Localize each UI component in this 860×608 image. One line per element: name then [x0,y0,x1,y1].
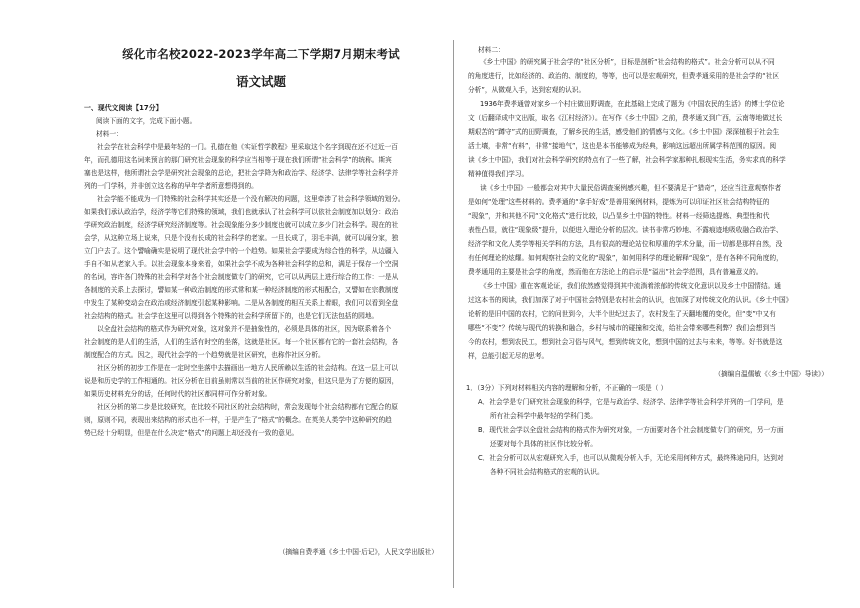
paragraph-line: 的名词，容许各门特殊的社会科学对各个社会制度做专门的研究，它可以从两层上进行综合的工作：一是从 [84,273,399,281]
paragraph-line: 的角度进行，比如经济的、政治的、制度的，等等，也可以是宏观研究，但费孝通采用的是社会学的“社区 [468,72,780,80]
paragraph-line: 过这本书的阅读，我们加深了对于中国社会特别是农村社会的认识，也加深了对传统文化的认识。《乡土中国》 [468,296,793,304]
paragraph-line: 样，总能引起无尽的思考。 [468,352,549,360]
paragraph-line: 1936年费孝通曾对家乡一个村庄做田野调查，在此基础上完成了题为《中国农民的生活》的博士学位论 [480,100,785,108]
option-line: B．现代社会学以全盘社会结构的格式作为研究对象，一方面要对各个社会制度做专门的研究，另一方面 [478,426,784,434]
paragraph-line: 精神值得我们学习。 [468,170,529,178]
paragraph-line: 文（后翻译成中文出版，取名《江村经济》）。在写作《乡土中国》之前，费孝通又到广西，云南等地做过长 [468,114,783,122]
option-line: A．社会学是专门研究社会现象的科学，它是与政治学、经济学、法律学等社会科学并列的一门学问，是 [478,398,784,406]
paragraph-line: “现象”，并和其他不同“文化格式”进行比较，以凸显乡土中国的特性。材料一经筛选提炼、典型性和代 [468,212,770,220]
option-line: 所有社会科学中最年轻的学科门类。 [490,412,597,420]
paragraph-line: 年，而孔德用这名词来预言的那门研究社会现象的科学应当相等于现在我们所谓“社会科学”的统称。斯宾 [84,156,392,164]
paragraph-line: 是如何“处理”这些材料的。费孝通的“拿手好戏”是善用案例材料，提炼为可以印证社区社会结构特征的 [468,198,770,206]
paragraph-line: 《乡土中国》的研究属于社会学的“社区分析”，目标是剖析“社会结构的格式”。社会分析可以从不同 [480,58,775,66]
citation: （摘编自费孝通《乡土中国·后记》，人民文学出版社） [278,548,438,556]
instruction-text: 阅读下面的文字，完成下面小题。 [96,117,197,125]
paragraph-line: 今的农村，想到农民工，想到社会习俗与风气，想到传统文化，想到中国的过去与未来，等等。好书就是这 [468,338,783,346]
paragraph-line: 费孝通用的主要是社会学的角度，然而他在方法论上的启示是“溢出”社会学范围，具有普遍意义的。 [468,268,763,276]
material-label: 材料一： [96,130,123,138]
paragraph-line: 立门户去了。这个譬喻确实是说明了现代社会学中的一个趋势。如果社会学要成为综合性的科学，从边疆入 [84,247,399,255]
paragraph-line: 分析”，从微观入手，达到宏观的认识。 [468,86,586,94]
exam-title: 绥化市名校2022-2023学年高二下学期7月期末考试 [122,47,400,61]
section-heading: 一、现代文阅读【17分】 [84,104,163,112]
paragraph-line: 期艰苦的“蹲守”式的田野调查，了解乡民的生活，感受他们的情感与文化。《乡土中国》深深植根于社会生 [468,128,780,136]
paragraph-line: 经济学和文化人类学等相关学科的方法，具有很高的理论站位和厚重的学术分量，而一切都是那样自然，没 [468,240,783,248]
paragraph-line: 社会学在社会科学中是最年轻的一门。孔德在他《实证哲学教程》里采取这个名字到现在还不过近一百 [97,143,398,151]
option-line: 还要对每个具体的社区作比较分析。 [490,440,597,448]
paragraph-line: 如果我们承认政治学，经济学等它们特殊的领域，我们也就承认了社会科学可以依社会制度加以划分：政治 [84,208,399,216]
paragraph-line: 列的一门学科，并非创立这名称的早年学者所意想得到的。 [84,182,258,190]
paragraph-line: 说是和历史学的工作相通的。社区分析在目前虽则常以当前的社区作研究对象，但这只是为了方便的原因， [84,377,399,385]
paragraph-line: 读《乡土中国》，我们对社会科学研究的特点有了一些了解，社会科学家那种扎根现实生活，务实求真的科学 [468,156,786,164]
paragraph-line: 以全盘社会结构的格式作为研究对象，这对象并不是抽象性的，必须是具体的社区，因为联系着各个 [97,325,392,333]
column-divider [453,40,454,588]
paragraph-line: 则，原则不同，表现出来结构的形式也不一样，于是产生了“格式”的概念。在英美人类学中这种研究的趋 [84,416,392,424]
paragraph-line: 社会学能不能成为一门特殊的社会科学其实还是一个没有解决的问题，这里牵涉了社会科学领域的划分。 [97,195,405,203]
paragraph-line: 论析的是旧中国的农村，它的问世到今，大半个世纪过去了，农村发生了天翻地覆的变化，但“变”中又有 [468,310,776,318]
paragraph-line: 读《乡土中国》一般都会对其中大量民俗调查案例感兴趣，但不要满足于“猎奇”，还应当注意观察作者 [480,184,782,192]
option-line: 各种不同社会结构格式的宏观的认识。 [490,468,604,476]
paragraph-line: 制度配合的方式。因之，现代社会学的一个趋势就是社区研究，也称作社区分析。 [84,351,325,359]
option-line: C．社会分析可以从宏观研究入手，也可以从微观分析入手，无论采用何种方式，最终殊途同归，达到对 [478,454,784,462]
paragraph-line: 有任何理论的炫耀。如何观察社会的文化的“现象”，如何用科学的理论解释“现象”，是有各种不同角度的， [468,254,783,262]
citation: （摘编自温儒敏《〈乡土中国〉导读》） [714,370,828,378]
paragraph-line: 《乡土中国》重在客观论证，我们依然感觉得到其中流淌着浓郁的传统文化意识以及乡土中国情结。通 [480,282,781,290]
question-stem: 1．（3分）下列对材料相关内容的理解和分析，不正确的一项是（ ） [466,384,668,392]
paragraph-line: 哪些“不变”？传统与现代的转换和融合，乡村与城市的碰撞和交流，给社会带来哪些利弊？我们会想到当 [468,324,776,332]
paragraph-line: 会学，从这种立场上说来，只是个没有长成的社会科学的老家。一旦长成了，羽毛丰满，就可以闹分家，独 [84,234,399,242]
paragraph-line: 学研究政治制度，经济学研究经济制度等。社会现象能分多少制度也就可以成立多少门社会科学。现在的社 [84,221,399,229]
paragraph-line: 各制度的关系上去探讨，譬如某一种政治制度的形式常和某一种经济制度的形式相配合，又譬如在宗教制度 [84,286,399,294]
subject-title: 语文试题 [235,74,286,89]
paragraph-line: 社区分析的第二步是比较研究，在比较不同社区的社会结构时，常会发现每个社会结构都有它配合的原 [97,403,398,411]
paragraph-line: 手自不如从老家入手。以社会现象本身来看，如果社会学不成为各种社会科学的总和，满足于保存一个空洞 [84,260,399,268]
paragraph-line: 塞也是这样，他所谓社会学是研究社会现象的总论，把社会学降为和政治学、经济学、法律学等社会科学并 [84,169,399,177]
paragraph-line: 活土壤，非常“有料”，非常“接地气”，这也是本书能够成为经典，影响这远超出所属学科范围的原因。阅 [468,142,777,150]
paragraph-line: 势已经十分明显，但是在什么决定“格式”的问题上却还没有一致的意见。 [84,429,299,437]
paragraph-line: 表性凸显，就往“现象级”提升，以便进入理论分析的层次。读书非常巧妙地、不露痕迹地吸收融合政治学、 [468,226,783,234]
paragraph-line: 社会结构的格式。社会学在这里可以得到各个特殊的社会科学所留下的，也是它们无法包括的园地。 [84,312,379,320]
paragraph-line: 如果历史材料充分的话，任何时代的社区都同样可作分析对象。 [84,390,272,398]
material-label: 材料二： [478,46,505,54]
paragraph-line: 社区分析的初步工作是在一定时空坐落中去描画出一地方人民所赖以生活的社会结构。在这一层上可以 [97,364,398,372]
paragraph-line: 社会制度的是人们的生活，人们的生活有时空的坐落，这就是社区。每一个社区都有它的一套社会结构，各 [84,338,399,346]
paragraph-line: 中发生了某种变动会在政治或经济制度引起某种影响。二是从各制度的相互关系上着眼，我们可以看到全盘 [84,299,399,307]
